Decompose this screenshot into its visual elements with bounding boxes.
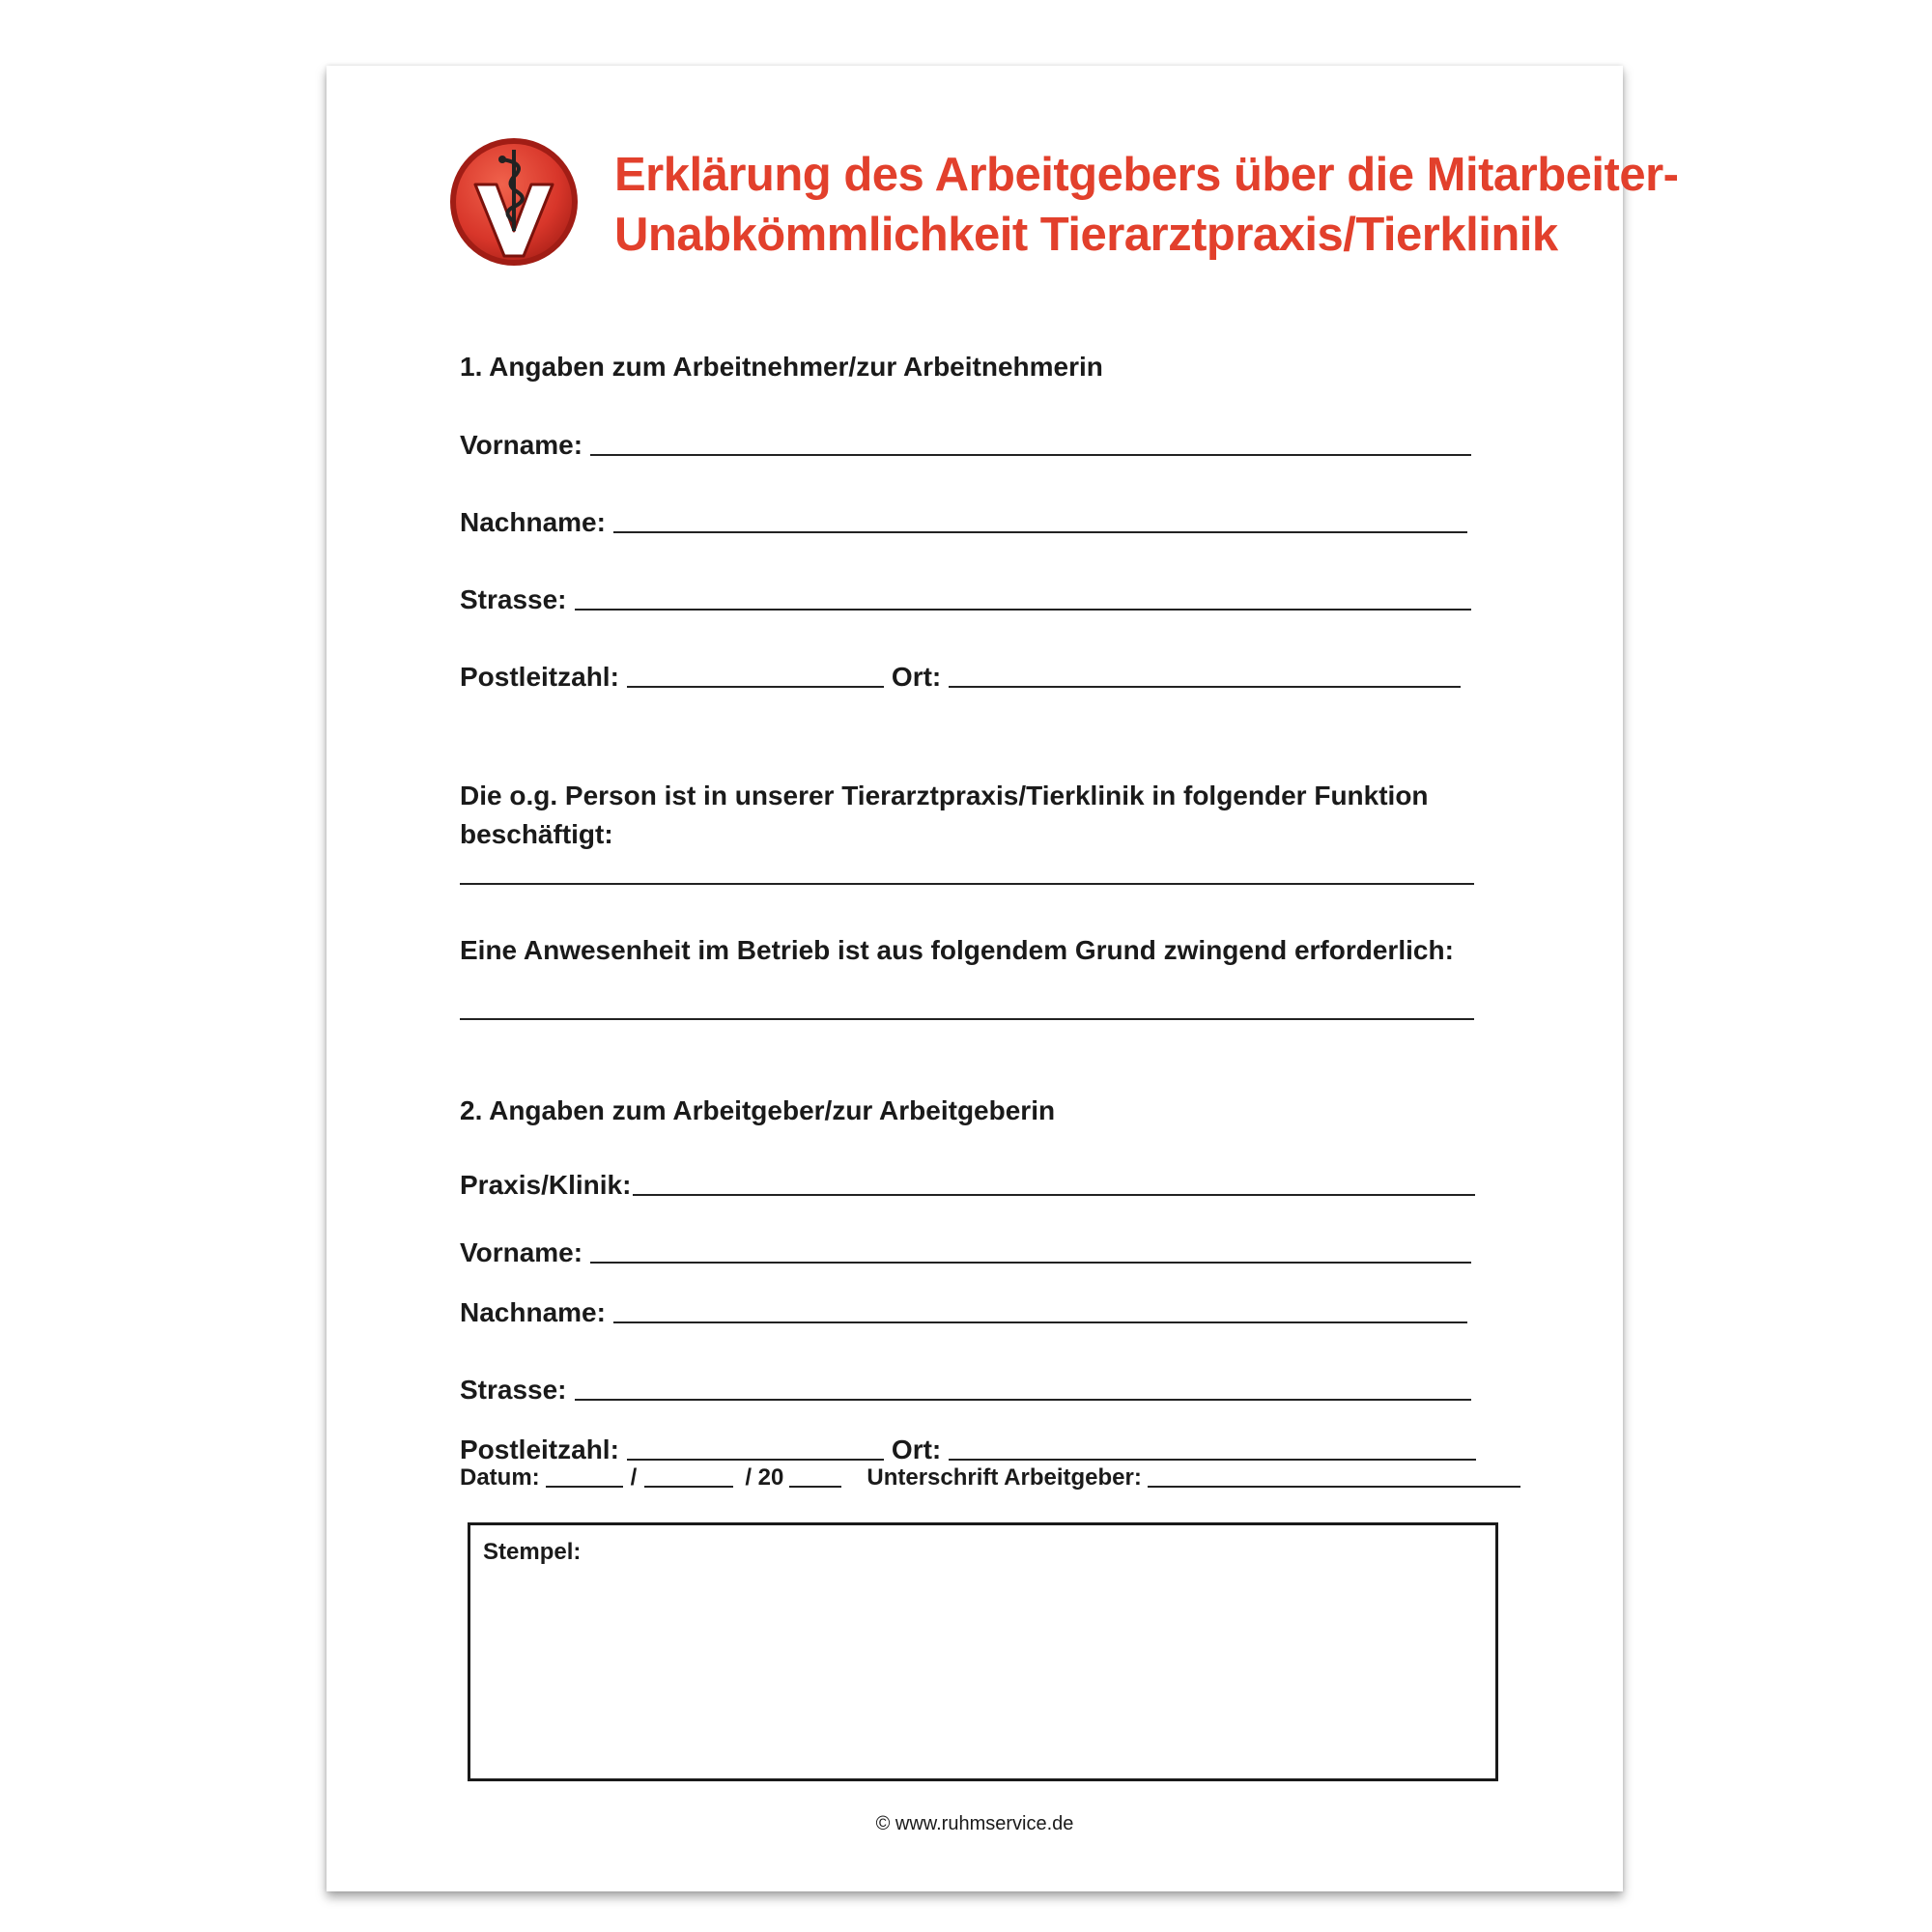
section-1-heading: 1. Angaben zum Arbeitnehmer/zur Arbeitnehmerin (460, 352, 1103, 382)
veterinary-logo-icon (448, 136, 580, 268)
title-line-2: Unabkömmlichkeit Tierarztpraxis/Tierklinik (614, 209, 1558, 261)
signature-field[interactable] (1148, 1486, 1520, 1488)
form-page (327, 66, 1679, 1891)
employer-nachname-label: Nachname: (460, 1297, 606, 1327)
employee-vorname-row (460, 423, 1471, 462)
employer-vorname-row (460, 1231, 1471, 1269)
employee-vorname-label: Vorname: (460, 430, 583, 460)
employee-ort-label: Ort: (891, 662, 942, 692)
employee-plz-label: Postleitzahl: (460, 662, 619, 692)
employee-nachname-label: Nachname: (460, 507, 606, 537)
employee-ort-field[interactable] (949, 686, 1461, 688)
employer-strasse-field[interactable] (575, 1399, 1471, 1401)
employer-strasse-label: Strasse: (460, 1375, 567, 1405)
footer-copyright: © www.ruhmservice.de (875, 1813, 1074, 1834)
unterschrift-label: Unterschrift Arbeitgeber: (867, 1464, 1142, 1491)
employer-strasse-row (460, 1368, 1471, 1406)
document-title (614, 145, 1679, 265)
date-year-field[interactable] (789, 1486, 841, 1488)
employee-strasse-field[interactable] (575, 609, 1471, 611)
date-month-field[interactable] (644, 1486, 733, 1488)
employer-praxis-label: Praxis/Klinik: (460, 1170, 632, 1200)
stamp-box[interactable] (468, 1522, 1498, 1781)
employer-nachname-row (460, 1291, 1467, 1329)
section-2-heading: 2. Angaben zum Arbeitgeber/zur Arbeitgeberin (460, 1095, 1056, 1125)
datum-label: Datum: (460, 1464, 540, 1491)
date-year-prefix: / 20 (745, 1464, 784, 1491)
stamp-label: Stempel: (483, 1539, 582, 1565)
employee-vorname-field[interactable] (590, 454, 1471, 456)
employer-plz-label: Postleitzahl: (460, 1435, 619, 1464)
employee-nachname-field[interactable] (613, 531, 1467, 533)
employer-vorname-field[interactable] (590, 1262, 1471, 1264)
employee-function-text: Die o.g. Person ist in unserer Tierarztpraxis/Tierklinik in folgender Funktion beschäftigt: (460, 781, 1429, 849)
employee-nachname-row (460, 500, 1467, 539)
date-separator: / (630, 1464, 638, 1491)
employee-strasse-label: Strasse: (460, 584, 567, 614)
presence-reason-field[interactable] (460, 1018, 1474, 1020)
employee-function-field[interactable] (460, 883, 1474, 885)
date-day-field[interactable] (546, 1486, 623, 1488)
presence-reason-text: Eine Anwesenheit im Betrieb ist aus folgendem Grund zwingend erforderlich: (460, 935, 1454, 965)
employee-strasse-row (460, 578, 1471, 616)
employer-praxis-row (460, 1163, 1475, 1202)
employee-plz-field[interactable] (627, 686, 884, 688)
employer-praxis-field[interactable] (633, 1194, 1475, 1196)
employer-nachname-field[interactable] (613, 1321, 1467, 1323)
employer-vorname-label: Vorname: (460, 1237, 583, 1267)
title-line-1: Erklärung des Arbeitgebers über die Mitarbeiter- (614, 149, 1679, 201)
employee-plz-ort-row (460, 655, 1461, 694)
date-signature-row (460, 1459, 1520, 1492)
employer-ort-label: Ort: (891, 1435, 942, 1464)
